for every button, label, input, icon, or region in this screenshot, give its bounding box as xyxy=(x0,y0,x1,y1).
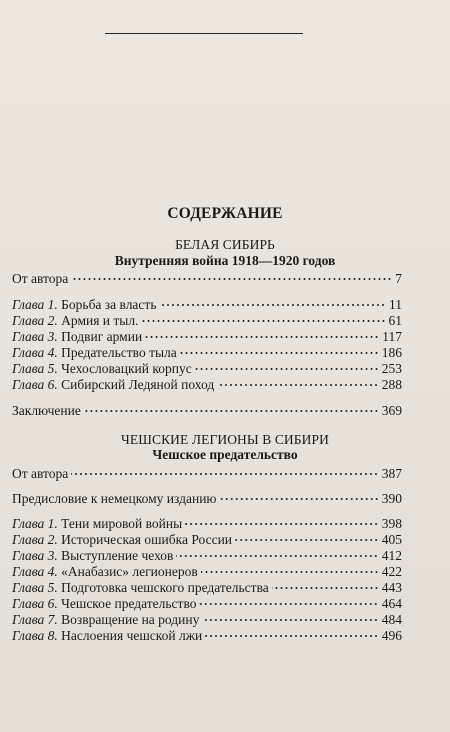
dot-leader xyxy=(201,571,379,573)
toc-entry xyxy=(12,345,402,361)
entry-page: 412 xyxy=(381,548,402,563)
entry-label: От автора xyxy=(12,271,69,286)
entry-page: 186 xyxy=(381,345,402,360)
entry-page: 496 xyxy=(381,628,402,643)
entry-label: Глава 1. Тени мировой войны xyxy=(12,516,183,531)
toc-entry xyxy=(12,612,402,628)
entry-label: От автора xyxy=(12,466,69,481)
toc-entry xyxy=(12,466,402,482)
dot-leader xyxy=(217,384,379,386)
toc-entry xyxy=(12,564,402,580)
contents-title: СОДЕРЖАНИЕ xyxy=(167,205,283,222)
dot-leader xyxy=(235,539,379,541)
entry-label: Глава 3. Подвиг армии xyxy=(12,329,143,344)
dot-leader xyxy=(202,619,378,621)
entry-label: Глава 1. Борьба за власть xyxy=(12,297,157,312)
dot-leader xyxy=(180,352,379,354)
part2-subtitle: Чешское предательство xyxy=(152,447,298,462)
entry-page: 253 xyxy=(381,361,402,376)
entry-page: 405 xyxy=(381,532,402,547)
entry-page: 464 xyxy=(381,596,402,611)
dot-leader xyxy=(71,278,392,280)
part1-title: БЕЛАЯ СИБИРЬ xyxy=(175,237,275,252)
entry-page: 7 xyxy=(395,271,402,286)
entry-label: Глава 7. Возвращение на родину xyxy=(12,612,200,627)
entry-label: Глава 8. Наслоения чешской лжи xyxy=(12,628,203,643)
entry-label: Предисловие к немецкому изданию xyxy=(12,491,217,506)
dot-leader xyxy=(142,320,386,322)
dot-leader xyxy=(159,304,386,306)
entry-page: 422 xyxy=(381,564,402,579)
entry-page: 390 xyxy=(381,491,402,506)
toc-entry xyxy=(12,516,402,532)
entry-page: 369 xyxy=(381,403,402,418)
toc-entry xyxy=(12,377,402,393)
part1-subtitle: Внутренняя война 1918—1920 годов xyxy=(114,253,336,268)
toc-entry xyxy=(12,271,402,287)
dot-leader xyxy=(205,635,379,637)
toc-entry xyxy=(12,491,402,507)
entry-label: Глава 6. Сибирский Ледяной поход xyxy=(12,377,215,392)
toc-entry xyxy=(12,403,402,419)
toc-entry xyxy=(12,596,402,612)
entry-page: 288 xyxy=(381,377,402,392)
entry-label: Глава 5. Подготовка чешского предательства xyxy=(12,580,269,595)
top-rule xyxy=(105,33,303,34)
entry-page: 61 xyxy=(388,313,402,328)
toc-entry xyxy=(12,532,402,548)
entry-label: Глава 2. Историческая ошибка России xyxy=(12,532,233,547)
entry-page: 11 xyxy=(389,297,402,312)
dot-leader xyxy=(185,523,379,525)
entry-label: Глава 3. Выступление чехов xyxy=(12,548,174,563)
dot-leader xyxy=(71,473,378,475)
entry-page: 484 xyxy=(381,612,402,627)
dot-leader xyxy=(220,498,379,500)
toc-entry xyxy=(12,548,402,564)
entry-label: Глава 4. «Анабазис» легионеров xyxy=(12,564,198,579)
dot-leader xyxy=(195,368,379,370)
toc-entry xyxy=(12,329,402,345)
dot-leader xyxy=(176,555,378,557)
entry-label: Глава 4. Предательство тыла xyxy=(12,345,177,360)
entry-page: 387 xyxy=(381,466,402,481)
part2-title: ЧЕШСКИЕ ЛЕГИОНЫ В СИБИРИ xyxy=(121,432,329,447)
entry-label: Глава 6. Чешское предательство xyxy=(12,596,197,611)
dot-leader xyxy=(145,336,379,338)
toc-entry xyxy=(12,297,402,313)
dot-leader xyxy=(84,410,379,412)
toc-entry xyxy=(12,628,402,644)
entry-label: Глава 2. Армия и тыл. xyxy=(12,313,139,328)
entry-label: Заключение xyxy=(12,403,81,418)
toc-entry xyxy=(12,361,402,377)
entry-label: Глава 5. Чехословацкий корпус xyxy=(12,361,192,376)
toc-entry xyxy=(12,313,402,329)
entry-page: 443 xyxy=(381,580,402,595)
toc-entry xyxy=(12,580,402,596)
entry-page: 117 xyxy=(382,329,402,344)
dot-leader xyxy=(199,603,378,605)
dot-leader xyxy=(272,587,379,589)
entry-page: 398 xyxy=(381,516,402,531)
